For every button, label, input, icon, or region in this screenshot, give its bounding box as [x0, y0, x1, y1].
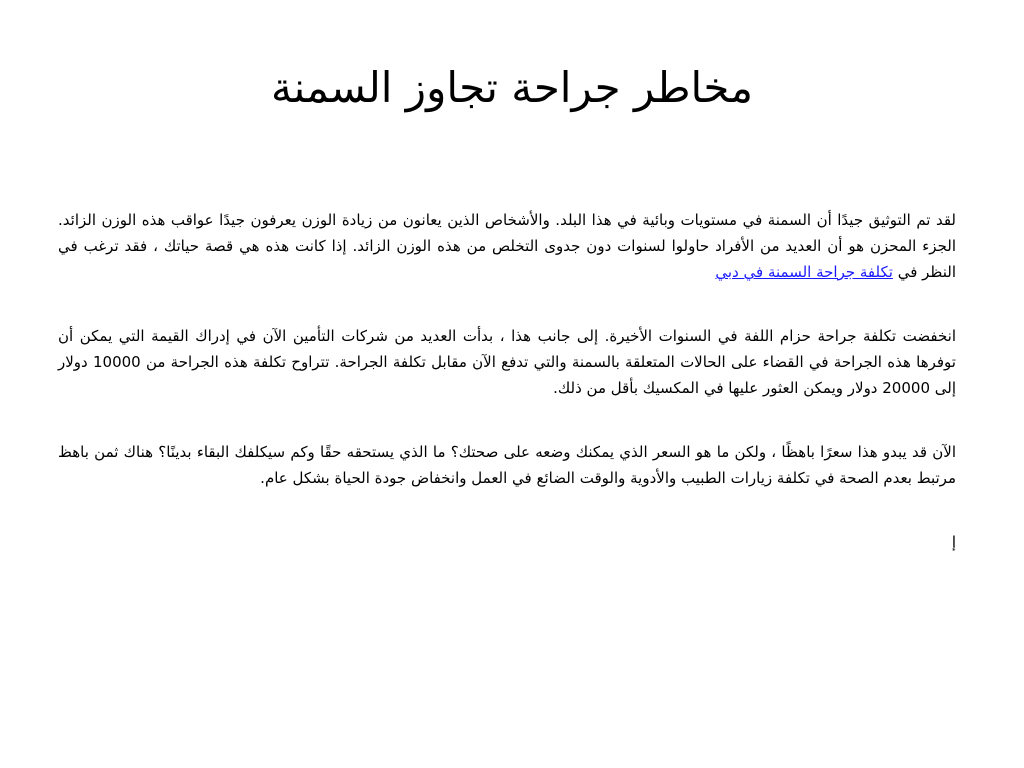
slide-body — [58, 207, 956, 555]
paragraph-1-text: لقد تم التوثيق جيدًا أن السمنة في مستويات وبائية في هذا البلد. والأشخاص الذين يعانون من زيادة الوزن يعرفون جيدًا عواقب هذه الوزن الزائد. الجزء المحزن هو أن العديد من الأفراد حاولوا لسنوات دون جدوى التخلص من هذه الوزن الزائد. إذا كانت هذه هي قصة حياتك ، فقد ترغب في النظر في — [58, 211, 956, 281]
slide-title: مخاطر جراحة تجاوز السمنة — [271, 63, 753, 112]
paragraph-3: الآن قد يبدو هذا سعرًا باهظًا ، ولكن ما هو السعر الذي يمكنك وضعه على صحتك؟ ما الذي يستحقه حقًا وكم سيكلفك البقاء بدينًا؟ هناك ثمن باهظ مرتبط بعدم الصحة في تكلفة زيارات الطبيب والأدوية والوقت الضائع في العمل وانخفاض جودة الحياة بشكل عام. — [58, 443, 956, 487]
dubai-bariatric-cost-link[interactable]: تكلفة جراحة السمنة في دبي — [715, 263, 893, 281]
paragraph-4: إ — [951, 533, 956, 551]
paragraph-2: انخفضت تكلفة جراحة حزام اللفة في السنوات الأخيرة. إلى جانب هذا ، بدأت العديد من شركات التأمين الآن في إدراك القيمة التي يمكن أن توفرها هذه الجراحة في القضاء على الحالات المتعلقة بالسمنة والتي تدفع الآن مقابل تكلفة الجراحة. تتراوح تكلفة هذه الجراحة من 10000 دولار إلى 20000 دولار ويمكن العثور عليها في المكسيك بأقل من ذلك. — [58, 327, 956, 397]
paragraph-1 — [58, 207, 956, 285]
